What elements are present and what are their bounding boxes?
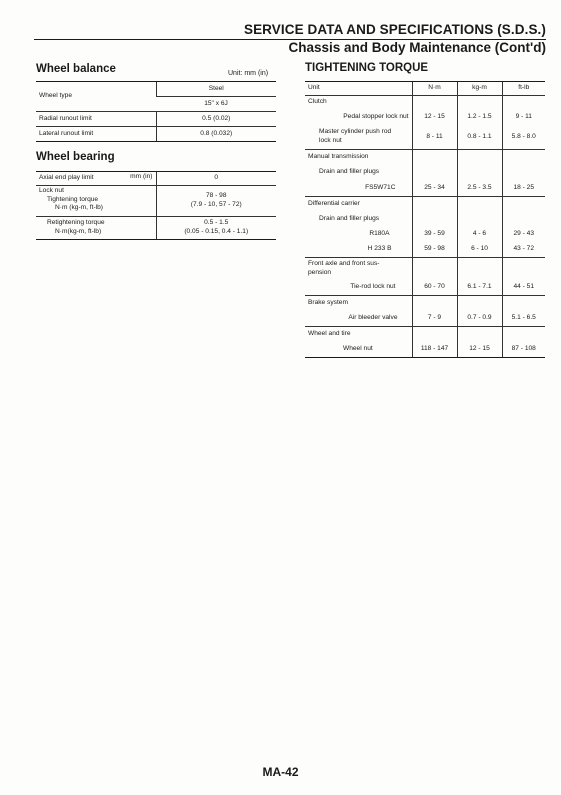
axial-end-play-row xyxy=(36,172,156,186)
wheel-type-material: Steel xyxy=(156,82,276,97)
retightening-torque-label: Retightening torque xyxy=(47,219,105,227)
axial-end-play-value: 0 xyxy=(156,172,276,186)
wheel-balance-unit: Unit: mm (in) xyxy=(228,70,269,77)
tightening-torque-title: TIGHTENING TORQUE xyxy=(305,62,429,74)
group-manual-transmission: Manual transmission xyxy=(305,150,412,166)
lock-nut-block xyxy=(36,186,156,217)
wheel-balance-table xyxy=(36,81,276,142)
drain-filler-mt: Drain and filler plugs xyxy=(319,168,380,176)
tightening-torque-values xyxy=(156,186,276,217)
wheel-nut-nm: 118 - 147 xyxy=(412,341,457,358)
retightening-torque-value: 0.5 - 1.5 xyxy=(204,219,229,227)
axial-end-play-unit: mm (in) xyxy=(130,173,153,180)
r180a-label: R180A xyxy=(369,230,390,238)
master-cylinder-label-2: lock nut xyxy=(319,137,342,144)
lock-nut-label: Lock nut xyxy=(39,187,64,194)
group-front-axle xyxy=(305,258,412,281)
wheel-bearing-title: Wheel bearing xyxy=(36,151,115,163)
tightening-torque-table xyxy=(305,81,545,358)
tightening-torque-value-alt: (7.9 - 10, 57 - 72) xyxy=(190,201,242,208)
group-differential-carrier: Differential carrier xyxy=(305,197,412,213)
lateral-runout-value: 0.8 (0.032) xyxy=(156,127,276,142)
wheel-nut-kgm: 12 - 15 xyxy=(457,341,502,358)
master-cylinder-label-1: Master cylinder push rod xyxy=(319,128,392,136)
page-subtitle: Chassis and Body Maintenance (Cont'd) xyxy=(288,40,546,55)
wheel-bearing-table xyxy=(36,171,276,240)
page-number: MA-42 xyxy=(262,765,299,779)
wheel-balance-title: Wheel balance xyxy=(36,63,116,75)
tightening-torque-unit: N·m (kg-m, ft-lb) xyxy=(55,204,103,212)
col-header-nm: N·m xyxy=(412,82,457,96)
master-cylinder-nm: 8 - 11 xyxy=(412,125,457,150)
master-cylinder-label xyxy=(305,125,412,150)
tightening-torque-value: 78 - 98 xyxy=(205,192,227,200)
col-header-unit: Unit xyxy=(305,82,412,96)
air-bleeder-kgm: 0.7 - 0.9 xyxy=(457,310,502,327)
retightening-block xyxy=(36,217,156,240)
tie-rod-label: Tie-rod lock nut xyxy=(350,283,396,291)
pedal-stopper-label: Pedal stopper lock nut xyxy=(343,112,409,120)
drain-filler-diff: Drain and filler plugs xyxy=(319,215,380,223)
wheel-type-size: 15" x 6J xyxy=(156,97,276,112)
group-brake-system: Brake system xyxy=(305,296,412,311)
axial-end-play-label: Axial end play limit xyxy=(39,174,94,182)
tightening-torque-label: Tightening torque xyxy=(47,195,99,203)
group-wheel-and-tire: Wheel and tire xyxy=(305,327,412,342)
wheel-nut-label: Wheel nut xyxy=(305,341,412,358)
page-title: SERVICE DATA AND SPECIFICATIONS (S.D.S.) xyxy=(243,22,546,37)
r180a-kgm: 4 - 6 xyxy=(457,227,502,242)
retightening-torque-values xyxy=(156,217,276,240)
radial-runout-label: Radial runout limit xyxy=(36,112,156,127)
fs5w71c-label: FS5W71C xyxy=(365,183,396,191)
retightening-torque-value-alt: (0.05 - 0.15, 0.4 - 1.1) xyxy=(184,228,249,235)
wheel-nut-ftlb: 87 - 108 xyxy=(502,341,545,358)
master-cylinder-kgm: 0.8 - 1.1 xyxy=(457,125,502,150)
fs5w71c-nm: 25 - 34 xyxy=(412,180,457,197)
r180a-nm: 39 - 59 xyxy=(412,227,457,242)
h233b-ftlb: 43 - 72 xyxy=(502,242,545,258)
group-clutch: Clutch xyxy=(305,96,412,110)
radial-runout-value: 0.5 (0.02) xyxy=(156,112,276,127)
lateral-runout-label: Lateral runout limit xyxy=(36,127,156,142)
pedal-stopper-nm: 12 - 15 xyxy=(412,109,457,125)
wheel-type-label: Wheel type xyxy=(36,82,156,112)
h233b-label: H 233 B xyxy=(367,245,392,253)
col-header-kgm: kg-m xyxy=(457,82,502,96)
pedal-stopper-kgm: 1.2 - 1.5 xyxy=(457,109,502,125)
pedal-stopper-ftlb: 9 - 11 xyxy=(502,109,545,125)
h233b-nm: 59 - 98 xyxy=(412,242,457,258)
r180a-ftlb: 29 - 43 xyxy=(502,227,545,242)
front-axle-label-1: Front axle and front sus- xyxy=(308,260,380,268)
col-header-ftlb: ft-lb xyxy=(502,82,545,96)
air-bleeder-nm: 7 - 9 xyxy=(412,310,457,327)
front-axle-label-2: pension xyxy=(308,269,332,276)
h233b-kgm: 6 - 10 xyxy=(457,242,502,258)
fs5w71c-kgm: 2.5 - 3.5 xyxy=(457,180,502,197)
fs5w71c-ftlb: 18 - 25 xyxy=(502,180,545,197)
air-bleeder-ftlb: 5.1 - 6.5 xyxy=(502,310,545,327)
retightening-torque-unit: N·m(kg-m, ft-lb) xyxy=(55,228,102,235)
tie-rod-kgm: 6.1 - 7.1 xyxy=(457,280,502,296)
master-cylinder-ftlb: 5.8 - 8.0 xyxy=(502,125,545,150)
air-bleeder-label: Air bleeder valve xyxy=(348,313,398,321)
tie-rod-nm: 60 - 70 xyxy=(412,280,457,296)
tie-rod-ftlb: 44 - 51 xyxy=(502,280,545,296)
